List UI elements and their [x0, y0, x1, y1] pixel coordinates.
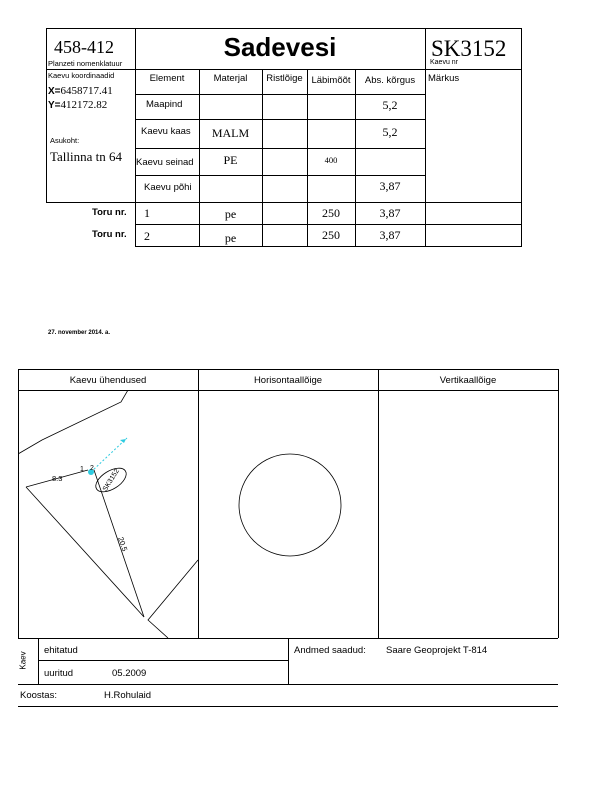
- row-element-label: Maapind: [146, 99, 183, 110]
- author-label: Koostas:: [20, 690, 57, 701]
- row-material-value: PE: [223, 153, 238, 167]
- horizontal-section: [198, 390, 378, 638]
- coord-y: [48, 99, 107, 111]
- location-value: Tallinna tn 64: [50, 149, 123, 164]
- sketch-node-2: 2: [90, 465, 94, 472]
- row-material-value: MALM: [211, 126, 250, 140]
- sketch-well-label: SK3152: [101, 467, 121, 493]
- row-element-label: Kaevu põhi: [144, 182, 192, 193]
- coord-y-value: 412172.82: [60, 99, 108, 111]
- coords-caption: Kaevu koordinaadid: [48, 71, 115, 80]
- col-element: Element: [149, 73, 185, 84]
- connections-sketch: [18, 390, 198, 638]
- coord-x-value: 6458717.41: [60, 85, 113, 97]
- surveyed-label: uuritud: [44, 668, 74, 679]
- row-abs-value: 3,87: [379, 179, 401, 193]
- coord-y-label: Y=: [48, 100, 61, 111]
- well-id: SK3152: [431, 36, 507, 61]
- row-diameter-value: 400: [324, 155, 338, 165]
- col-diameter: Läbimõõt: [311, 75, 351, 86]
- row-element-label: Kaevu kaas: [141, 126, 191, 137]
- pipe-label: Toru nr.: [92, 207, 127, 218]
- row-abs-value: 5,2: [382, 125, 398, 139]
- panel-title-connections: Kaevu ühendused: [69, 375, 147, 386]
- pipe-diameter: 250: [322, 228, 340, 242]
- footer-side-label: Kaev: [18, 651, 28, 670]
- location-caption: Asukoht:: [50, 136, 80, 145]
- data-source-label: Andmed saadud:: [294, 645, 366, 656]
- coord-x-label: X=: [48, 86, 61, 97]
- pipe-number: 1: [144, 206, 150, 220]
- panel-title-vertical: Vertikaallõige: [439, 375, 497, 386]
- row-abs-value: 5,2: [382, 98, 398, 112]
- col-material: Materjal: [213, 73, 248, 84]
- well-id-caption: Kaevu nr: [430, 59, 459, 66]
- built-label: ehitatud: [44, 645, 78, 656]
- pipe-diameter: 250: [322, 206, 340, 220]
- coord-x: [48, 85, 113, 97]
- sketch-node-1: 1: [80, 466, 84, 473]
- panel-title-horizontal: Horisontaallõige: [253, 375, 323, 386]
- col-remarks: Märkus: [428, 73, 460, 84]
- data-source-value: Saare Geoprojekt T-814: [386, 645, 488, 656]
- pipe-abs: 3,87: [379, 228, 401, 242]
- col-abs-height: Abs. kõrgus: [364, 75, 416, 86]
- sketch-length-b: 20.5: [116, 535, 130, 553]
- pipe-material: pe: [224, 231, 237, 245]
- pipe-abs: 3,87: [379, 206, 401, 220]
- nomenclature-number: 458-412: [54, 37, 114, 57]
- author-value: H.Rohulaid: [104, 690, 151, 701]
- pipe-material: pe: [224, 207, 237, 221]
- surveyed-value: 05.2009: [112, 668, 147, 679]
- page-title: Sadevesi: [223, 32, 337, 62]
- document-date: 27. november 2014. a.: [48, 330, 111, 336]
- nomenclature-caption: Planzeti nomenklatuur: [48, 59, 123, 68]
- col-cross-section: Ristlõige: [266, 73, 303, 84]
- pipe-number: 2: [144, 229, 150, 243]
- pipe-label: Toru nr.: [92, 229, 127, 240]
- row-element-label: Kaevu seinad: [136, 157, 194, 168]
- sketch-length-a: 8.3: [52, 474, 63, 483]
